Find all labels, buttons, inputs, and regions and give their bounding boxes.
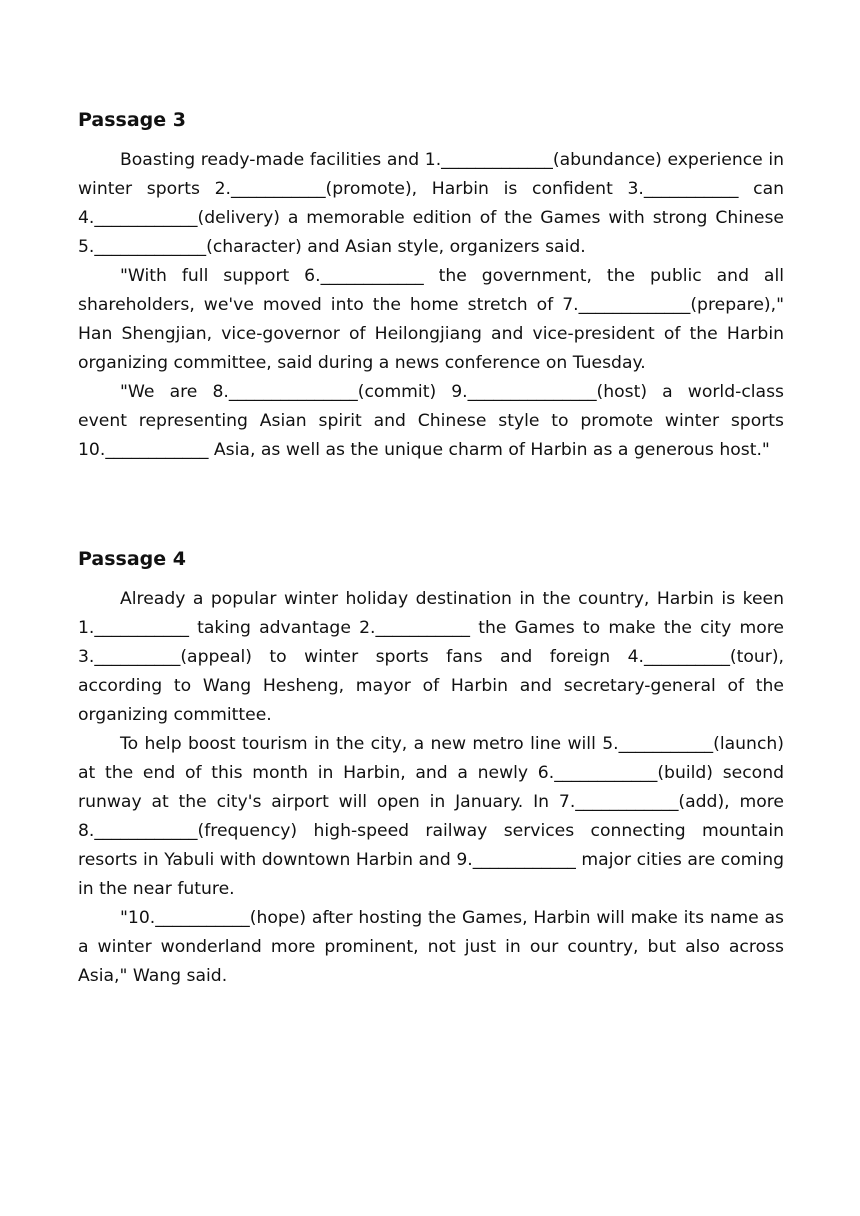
- passage-4-body: [78, 585, 784, 991]
- passage-3-paragraph-3: "We are 8._______________(commit) 9._______________(host) a world-class event representing Asian spirit and Chinese style to promote winter sports 10.____________ Asia, as well as the unique charm of Harbin as a generous host.": [78, 382, 784, 460]
- passage-3-body: [78, 146, 784, 465]
- passage-4-paragraph-2: To help boost tourism in the city, a new metro line will 5.___________(launch) at the end of this month in Harbin, and a newly 6.____________(build) second runway at the city's airport will open in January. In 7.____________(add), more 8.____________(frequency) high-speed railway services connecting mountain resorts in Yabuli with downtown Harbin and 9.____________ major cities are coming in the near future.: [78, 734, 784, 899]
- passage-4-title: Passage 4: [78, 548, 186, 570]
- passage-3-title: Passage 3: [78, 109, 186, 131]
- passage-4-paragraph-1: Already a popular winter holiday destination in the country, Harbin is keen 1.___________ taking advantage 2.___________ the Games to make the city more 3.__________(appeal) to winter sports fans and foreign 4.__________(tour), according to Wang Hesheng, mayor of Harbin and secretary-general of the organizing committee.: [78, 589, 784, 725]
- passage-3-paragraph-2: "With full support 6.____________ the government, the public and all shareholders, we've moved into the home stretch of 7._____________(prepare)," Han Shengjian, vice-governor of Heilongjiang and vice-president of the Harbin organizing committee, said during a news conference on Tuesday.: [78, 266, 784, 373]
- passage-3-paragraph-1: Boasting ready-made facilities and 1._____________(abundance) experience in winter sports 2.___________(promote), Harbin is confident 3.___________ can 4.____________(delivery) a memorable edition of the Games with strong Chinese 5._____________(character) and Asian style, organizers said.: [78, 150, 784, 257]
- passage-4-paragraph-3: "10.___________(hope) after hosting the Games, Harbin will make its name as a winter wonderland more prominent, not just in our country, but also across Asia," Wang said.: [78, 908, 784, 986]
